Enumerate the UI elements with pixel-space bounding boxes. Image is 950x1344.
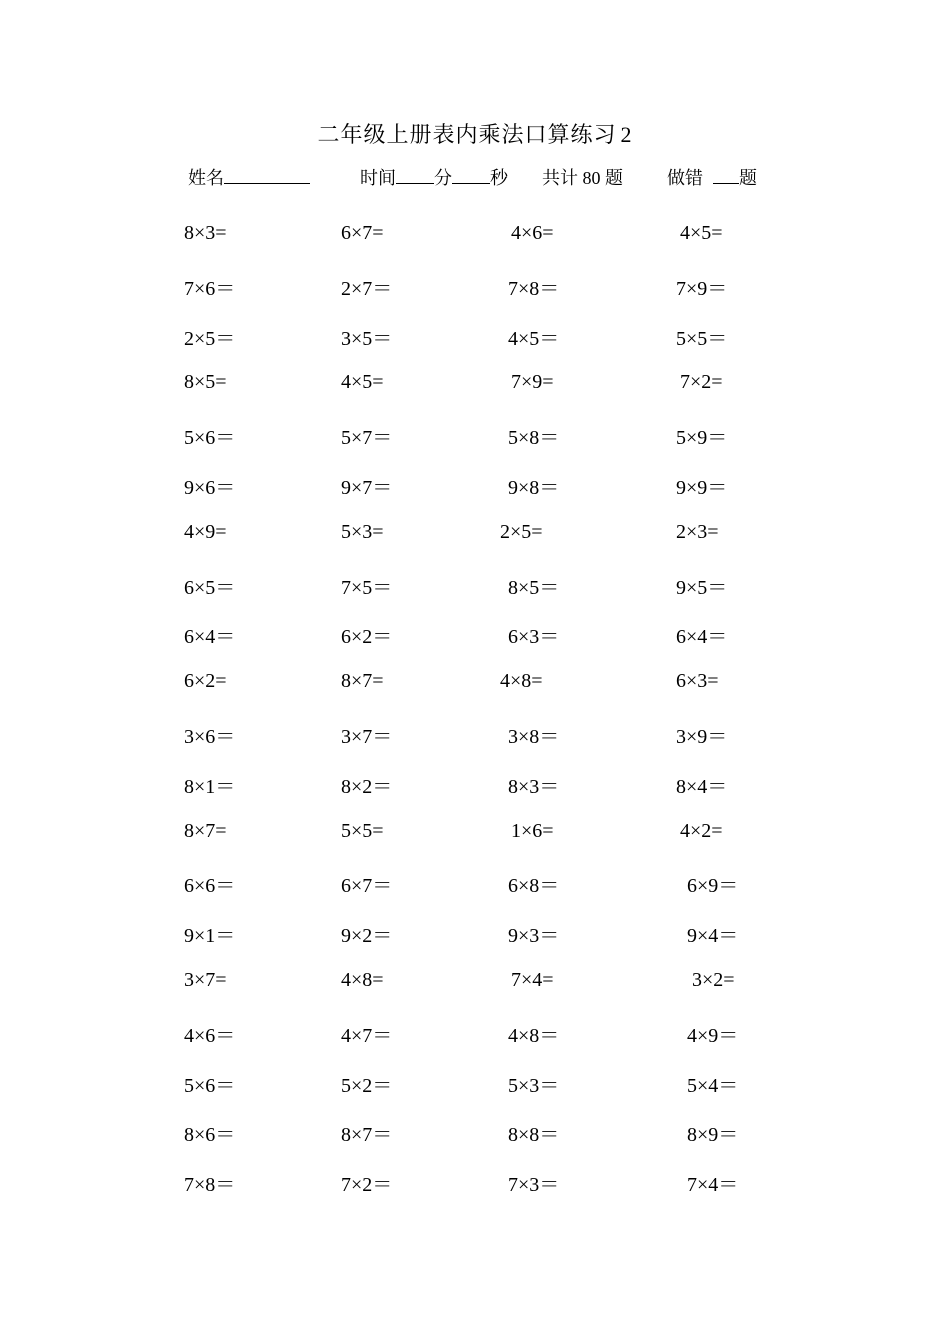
- minute-label: 分: [434, 168, 452, 188]
- problem-row: [0, 1069, 950, 1119]
- problem-item: 7×4＝: [687, 1174, 739, 1197]
- problem-item: 8×7＝: [341, 1124, 393, 1147]
- total-label: 共计 80 题: [542, 168, 623, 188]
- problem-row: [0, 521, 950, 571]
- problem-item: 5×5＝: [676, 327, 728, 350]
- problem-row: [0, 969, 950, 1019]
- problem-item: 2×5=: [500, 520, 543, 543]
- problem-item: 4×6＝: [184, 1024, 236, 1047]
- problem-item: 5×7＝: [341, 427, 393, 450]
- problem-item: 5×3=: [341, 520, 384, 543]
- problem-item: 3×6＝: [184, 725, 236, 748]
- problem-item: 8×7=: [341, 670, 384, 693]
- problem-item: 5×3＝: [508, 1074, 560, 1097]
- problem-item: 8×1＝: [184, 775, 236, 798]
- problem-item: 2×7＝: [341, 277, 393, 300]
- problem-item: 2×5＝: [184, 327, 236, 350]
- problem-row: [0, 620, 950, 670]
- problem-item: 3×7＝: [341, 725, 393, 748]
- problem-item: 8×3=: [184, 222, 227, 244]
- name-blank[interactable]: [224, 167, 310, 184]
- problem-row: [0, 272, 950, 322]
- problem-item: 2×3=: [676, 520, 719, 543]
- problem-item: 8×5=: [184, 371, 227, 394]
- problem-item: 5×6＝: [184, 1074, 236, 1097]
- problem-item: 8×8＝: [508, 1124, 560, 1147]
- wrong-label: 做错: [667, 168, 703, 188]
- problem-item: 6×4＝: [676, 626, 728, 649]
- problem-row: [0, 919, 950, 969]
- total-count: [542, 164, 623, 190]
- problem-item: 4×7＝: [341, 1024, 393, 1047]
- problem-item: 4×8＝: [508, 1024, 560, 1047]
- name-field[interactable]: [188, 164, 310, 190]
- minutes-blank[interactable]: [396, 167, 434, 184]
- time-field[interactable]: [360, 164, 508, 190]
- problem-item: 9×7＝: [341, 476, 393, 499]
- problem-item: 4×5＝: [508, 327, 560, 350]
- problem-item: 3×2=: [692, 968, 735, 991]
- second-label: 秒: [490, 168, 508, 188]
- problem-row: [0, 322, 950, 372]
- problem-item: 8×3＝: [508, 775, 560, 798]
- problem-item: 6×7=: [341, 222, 384, 244]
- problem-item: 6×6＝: [184, 875, 236, 898]
- wrong-unit: 题: [739, 168, 757, 188]
- problem-row: [0, 222, 950, 272]
- problem-item: 5×4＝: [687, 1074, 739, 1097]
- problem-item: 8×9＝: [687, 1124, 739, 1147]
- problem-item: 6×8＝: [508, 875, 560, 898]
- problem-item: 5×2＝: [341, 1074, 393, 1097]
- problem-item: 4×8=: [341, 968, 384, 991]
- problem-item: 9×1＝: [184, 925, 236, 948]
- problem-item: 9×3＝: [508, 925, 560, 948]
- problem-item: 6×3=: [676, 670, 719, 693]
- wrong-blank[interactable]: [713, 167, 739, 184]
- problem-item: 4×8=: [500, 670, 543, 693]
- problem-item: 7×8＝: [184, 1174, 236, 1197]
- wrong-field[interactable]: [667, 164, 757, 190]
- problem-item: 6×7＝: [341, 875, 393, 898]
- problem-item: 3×5＝: [341, 327, 393, 350]
- problem-item: 8×7=: [184, 819, 227, 842]
- problem-item: 7×2=: [680, 371, 723, 394]
- title-number: 2: [620, 122, 633, 147]
- problem-item: 8×2＝: [341, 775, 393, 798]
- problem-item: 6×9＝: [687, 875, 739, 898]
- problem-item: 9×6＝: [184, 476, 236, 499]
- problem-item: 7×5＝: [341, 576, 393, 599]
- problem-item: 8×4＝: [676, 775, 728, 798]
- problem-row: [0, 670, 950, 720]
- problem-item: 3×9＝: [676, 725, 728, 748]
- problem-item: 3×8＝: [508, 725, 560, 748]
- problem-item: 9×4＝: [687, 925, 739, 948]
- problem-item: 7×8＝: [508, 277, 560, 300]
- time-label: 时间: [360, 168, 396, 188]
- problem-item: 5×6＝: [184, 427, 236, 450]
- problem-item: 7×2＝: [341, 1174, 393, 1197]
- problem-item: 7×9＝: [676, 277, 728, 300]
- problem-item: 8×5＝: [508, 576, 560, 599]
- problem-item: 7×3＝: [508, 1174, 560, 1197]
- problem-item: 4×6=: [511, 222, 554, 244]
- problem-item: 4×2=: [680, 819, 723, 842]
- problem-item: 4×9=: [184, 520, 227, 543]
- problem-row: [0, 1168, 950, 1218]
- problem-item: 6×2＝: [341, 626, 393, 649]
- problem-item: 4×9＝: [687, 1024, 739, 1047]
- problem-item: 9×9＝: [676, 476, 728, 499]
- problem-item: 3×7=: [184, 968, 227, 991]
- problem-item: 8×6＝: [184, 1124, 236, 1147]
- problem-row: [0, 720, 950, 770]
- problem-row: [0, 869, 950, 919]
- problem-item: 9×2＝: [341, 925, 393, 948]
- problem-row: [0, 421, 950, 471]
- problem-item: 6×4＝: [184, 626, 236, 649]
- problem-row: [0, 1118, 950, 1168]
- title-text: 二年级上册表内乘法口算练习: [317, 122, 617, 147]
- seconds-blank[interactable]: [452, 167, 490, 184]
- problem-item: 5×8＝: [508, 427, 560, 450]
- problem-row: [0, 371, 950, 421]
- problem-item: 4×5=: [341, 371, 384, 394]
- problem-item: 5×9＝: [676, 427, 728, 450]
- problem-item: 6×3＝: [508, 626, 560, 649]
- problem-item: 9×5＝: [676, 576, 728, 599]
- problem-item: 6×5＝: [184, 576, 236, 599]
- problem-row: [0, 471, 950, 521]
- problem-row: [0, 571, 950, 621]
- problem-grid: [0, 222, 950, 1218]
- problem-item: 1×6=: [511, 819, 554, 842]
- problem-row: [0, 1019, 950, 1069]
- problem-item: 4×5=: [680, 222, 723, 244]
- page-title: [0, 118, 950, 149]
- problem-item: 6×2=: [184, 670, 227, 693]
- problem-item: 7×4=: [511, 968, 554, 991]
- problem-item: 7×6＝: [184, 277, 236, 300]
- problem-row: [0, 770, 950, 820]
- problem-item: 5×5=: [341, 819, 384, 842]
- name-label: 姓名: [188, 168, 224, 188]
- problem-row: [0, 820, 950, 870]
- problem-item: 7×9=: [511, 371, 554, 394]
- problem-item: 9×8＝: [508, 476, 560, 499]
